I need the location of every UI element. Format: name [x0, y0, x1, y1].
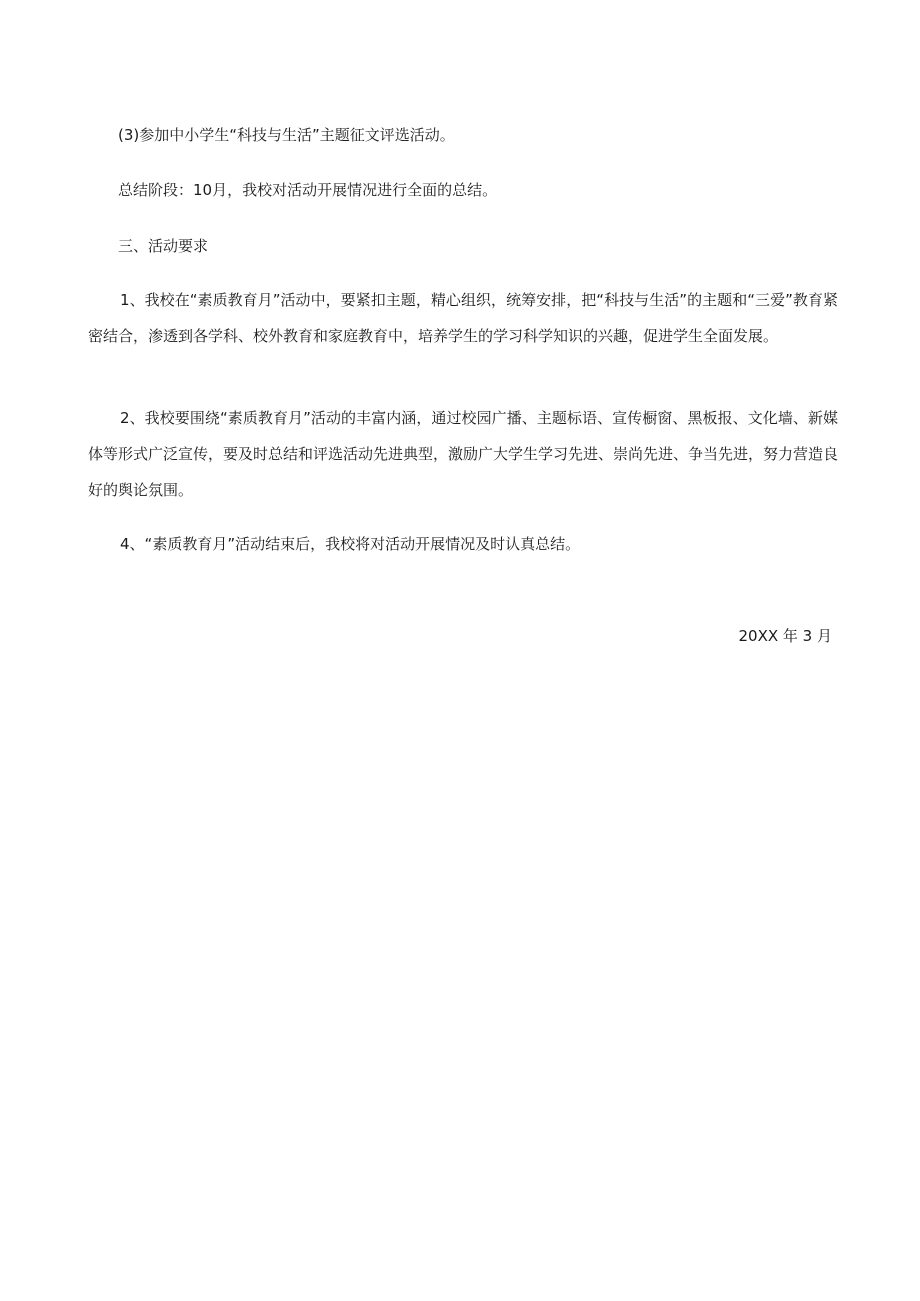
requirement-paragraph-1: 1、我校在“素质教育月”活动中，要紧扣主题，精心组织，统筹安排，把“科技与生活”的主题和“三爱”教育紧密结合，渗透到各学科、校外教育和家庭教育中，培养学生的学习科学知识的兴趣，促进学生全面发展。 — [88, 291, 838, 345]
summary-stage-text: 总结阶段：10月，我校对活动开展情况进行全面的总结。 — [118, 181, 498, 199]
activity-item-3: (3)参加中小学生“科技与生活”主题征文评选活动。 — [118, 126, 455, 144]
requirement-paragraph-4: 4、“素质教育月”活动结束后，我校将对活动开展情况及时认真总结。 — [120, 535, 581, 553]
section-heading-requirements: 三、活动要求 — [118, 237, 209, 255]
requirement-paragraph-2: 2、我校要围绕“素质教育月”活动的丰富内涵，通过校园广播、主题标语、宣传橱窗、黑板报、文化墙、新媒体等形式广泛宣传，要及时总结和评选活动先进典型，激励广大学生学习先进、崇尚先进、争当先进，努力营造良好的舆论氛围。 — [88, 409, 839, 499]
document-date: 20XX 年 3 月 — [738, 627, 832, 645]
